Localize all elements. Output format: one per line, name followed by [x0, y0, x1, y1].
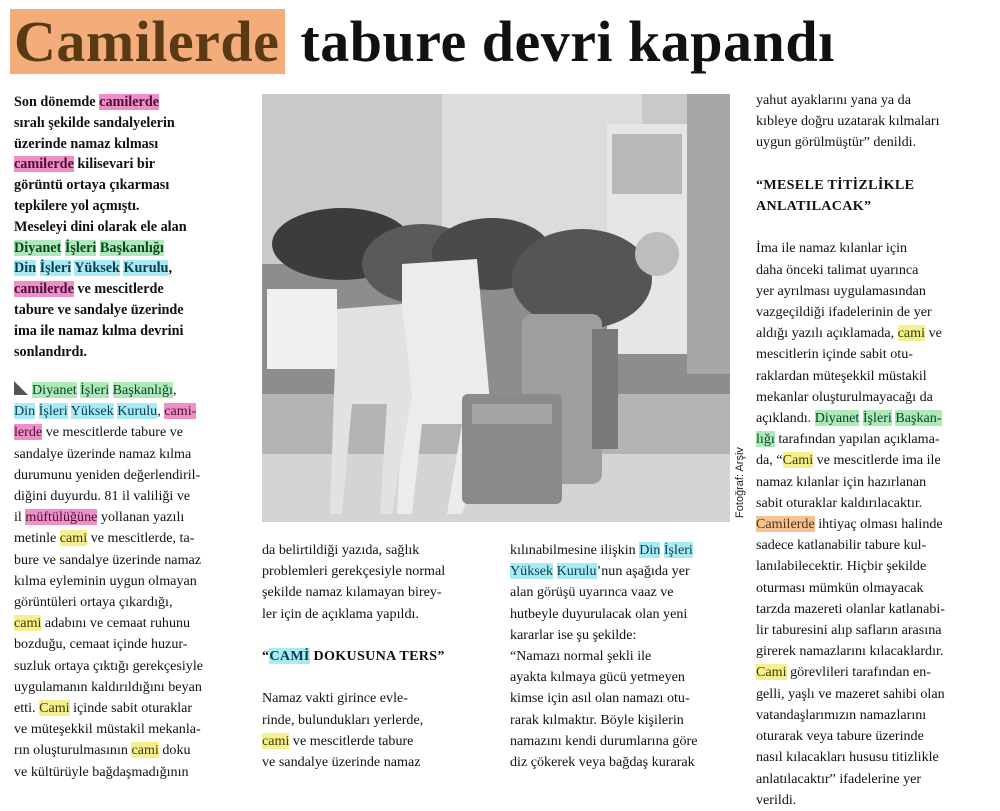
- text-segment: mekanlar oluşturulmayacağı da: [756, 388, 933, 405]
- text-segment: alan görüşü uyarınca vaaz ve: [510, 584, 674, 601]
- text-segment: sonlandırdı.: [14, 343, 87, 360]
- text-segment: ve mescitlerde tabure: [289, 732, 414, 749]
- text-segment: DOKUSUNA TERS”: [309, 648, 445, 665]
- text-line: [262, 688, 498, 709]
- highlighted-term: İşleri: [663, 542, 693, 558]
- highlighted-term: müftülüğüne: [25, 509, 98, 526]
- text-segment: ,: [157, 403, 165, 420]
- text-line: [14, 762, 250, 783]
- text-segment: yollanan yazılı: [97, 509, 185, 526]
- highlighted-term: Din: [14, 260, 37, 277]
- text-segment: sabit oturaklar kaldırılacaktır.: [756, 494, 923, 511]
- headline-rest: tabure devri kapandı: [300, 9, 835, 74]
- article-column-3: [510, 540, 744, 773]
- highlighted-term: Diyanet: [14, 239, 62, 256]
- photo-illustration: [262, 94, 730, 522]
- text-line: [756, 260, 988, 281]
- text-line: [756, 281, 988, 302]
- highlighted-term: İşleri: [80, 382, 110, 398]
- text-segment: sadece katlanabilir tabure kul-: [756, 537, 927, 554]
- text-line: [14, 444, 250, 465]
- text-line: [14, 698, 250, 719]
- highlighted-term: İşleri: [38, 403, 68, 420]
- text-line: [756, 556, 988, 577]
- text-segment: bozduğu, cemaat içinde huzur-: [14, 636, 188, 653]
- text-line: [756, 535, 988, 556]
- text-segment: ve mescitlerde: [73, 281, 164, 298]
- text-segment: girerek namazlarını kılacaklardır.: [756, 643, 944, 660]
- text-line: [756, 132, 988, 153]
- headline-highlight-word: Camilerde: [10, 9, 285, 74]
- text-segment: ,: [168, 260, 172, 277]
- text-line: [14, 279, 246, 300]
- text-line: [262, 604, 498, 625]
- text-segment: ayakta kılmaya gücü yetmeyen: [510, 669, 685, 686]
- text-line: [756, 705, 988, 726]
- text-line: [756, 217, 988, 238]
- text-segment: nasıl kılacakları hususu titizlikle: [756, 749, 939, 766]
- highlighted-term: lerde: [14, 424, 43, 441]
- text-line: [756, 111, 988, 132]
- text-line: [510, 646, 744, 667]
- text-line: [756, 747, 988, 768]
- text-segment: rinde, bulundukları yerlerde,: [262, 711, 424, 728]
- highlighted-term: CAMİ: [269, 648, 310, 665]
- text-segment: Namaz vakti girince evle-: [262, 690, 408, 707]
- text-line: [262, 710, 498, 731]
- text-line: [14, 486, 250, 507]
- text-segment: tarzda mazereti olanlar katlanabi-: [756, 600, 945, 617]
- text-line: [510, 561, 744, 582]
- text-line: [14, 740, 250, 761]
- text-segment: yer ayrılması uygulamasından: [756, 282, 926, 299]
- text-line: [756, 620, 988, 641]
- text-line: [756, 175, 988, 196]
- text-segment: içinde sabit oturaklar: [69, 700, 193, 717]
- text-line: [14, 300, 246, 321]
- headline: [10, 4, 995, 80]
- highlighted-term: Başkanlığı: [99, 239, 164, 256]
- text-segment: şekilde namaz kılamayan birey-: [262, 584, 442, 601]
- text-segment: da, “: [756, 452, 783, 469]
- text-line: [14, 321, 246, 342]
- text-line: [510, 667, 744, 688]
- text-segment: doku: [158, 742, 191, 759]
- text-segment: hutbeyle duyurulacak olan yeni: [510, 605, 688, 622]
- text-line: [14, 550, 250, 571]
- text-line: [14, 656, 250, 677]
- text-line: [756, 578, 988, 599]
- text-segment: görüntüleri ortaya çıkardığı,: [14, 594, 173, 611]
- highlighted-term: Kurulu: [123, 260, 169, 277]
- lead-paragraph: [14, 92, 246, 362]
- text-segment: kimse için asıl olan namazı otu-: [510, 690, 690, 707]
- text-line: [262, 752, 498, 773]
- text-line: [756, 323, 988, 344]
- text-segment: vatandaşlarımızın namazlarını: [756, 706, 927, 723]
- text-segment: kılınabilmesine ilişkin: [510, 542, 640, 558]
- text-segment: da belirtildiği yazıda, sağlık: [262, 542, 420, 558]
- highlighted-term: İşleri: [862, 410, 892, 427]
- highlighted-term: İşleri: [64, 239, 97, 256]
- highlighted-term: İşleri: [39, 260, 72, 277]
- highlighted-term: Diyanet: [32, 382, 77, 398]
- text-segment: yahut ayaklarını yana ya da: [756, 92, 911, 108]
- text-segment: ve müteşekkil müstakil mekanla-: [14, 721, 201, 738]
- text-segment: uygun görülmüştür” denildi.: [756, 134, 917, 151]
- paragraph-marker-icon: [14, 381, 28, 395]
- text-segment: raklardan müteşekkil müstakil: [756, 367, 927, 384]
- text-segment: tabure ve sandalye üzerinde: [14, 301, 184, 318]
- text-segment: diz çökerek veya bağdaş kurarak: [510, 754, 695, 771]
- text-line: [14, 258, 246, 279]
- text-segment: İma ile namaz kılanlar için: [756, 240, 908, 257]
- text-segment: sıralı şekilde sandalyelerin: [14, 114, 175, 131]
- text-line: [756, 90, 988, 111]
- text-segment: ve mescitlerde ima ile: [813, 452, 941, 469]
- text-line: [756, 472, 988, 493]
- highlighted-term: Din: [14, 403, 36, 420]
- text-line: [14, 238, 246, 259]
- highlighted-term: Cami: [756, 664, 787, 681]
- photo-credit-text: Fotoğraf: Arşiv: [734, 447, 746, 518]
- text-line: [14, 134, 246, 155]
- text-line: [14, 175, 246, 196]
- text-segment: görüntü ortaya çıkarması: [14, 177, 170, 194]
- text-segment: lir taburesini alıp safların arasına: [756, 622, 942, 639]
- text-segment: verildi.: [756, 791, 797, 808]
- highlighted-term: camilerde: [14, 156, 74, 173]
- text-segment: metinle: [14, 530, 60, 547]
- article-column-4: [756, 90, 988, 811]
- text-line: [262, 667, 498, 688]
- text-line: [756, 238, 988, 259]
- text-line: [262, 731, 498, 752]
- highlighted-term: Kurulu: [556, 563, 597, 580]
- text-segment: problemleri gerekçesiyle normal: [262, 563, 446, 580]
- text-segment: vazgeçildiği ifadelerinin de yer: [756, 304, 932, 321]
- text-segment: etti.: [14, 700, 40, 717]
- text-line: [756, 662, 988, 683]
- highlighted-term: Yüksek: [510, 563, 554, 580]
- text-line: [756, 154, 988, 175]
- text-line: [14, 422, 250, 443]
- text-segment: adabını ve cemaat ruhunu: [41, 615, 191, 632]
- text-segment: sandalye üzerinde namaz kılma: [14, 445, 192, 462]
- text-segment: rarak kılmaktır. Böyle kişilerin: [510, 711, 684, 728]
- text-segment: görevlileri tarafından en-: [786, 664, 931, 681]
- highlighted-term: cami: [131, 742, 159, 759]
- text-line: [14, 113, 246, 134]
- text-segment: Meseleyi dini olarak ele alan: [14, 218, 187, 235]
- text-segment: namazını kendi durumlarına göre: [510, 732, 698, 749]
- text-line: [14, 571, 250, 592]
- text-line: [510, 540, 744, 561]
- article-column-2: [262, 540, 498, 773]
- text-segment: tepkilere yol açmıştı.: [14, 197, 140, 214]
- highlighted-term: Camilerde: [756, 516, 815, 533]
- highlighted-term: cami: [14, 615, 42, 632]
- text-line: [756, 641, 988, 662]
- text-line: [756, 514, 988, 535]
- text-line: [14, 92, 246, 113]
- text-segment: durumunu yeniden değerlendiril-: [14, 466, 201, 483]
- text-line: [510, 710, 744, 731]
- text-segment: oturarak veya tabure üzerinde: [756, 728, 924, 745]
- text-segment: namaz kılanlar için hazırlanan: [756, 473, 927, 490]
- text-line: [14, 465, 250, 486]
- photo-credit: [732, 420, 746, 520]
- text-line: [14, 592, 250, 613]
- text-segment: suzluk ortaya çıktığı gerekçesiyle: [14, 657, 204, 674]
- text-line: [510, 752, 744, 773]
- highlighted-term: Yüksek: [70, 403, 114, 420]
- text-line: [756, 387, 988, 408]
- text-line: [756, 726, 988, 747]
- text-segment: bure ve sandalye üzerinde namaz: [14, 551, 202, 568]
- text-line: [756, 769, 988, 790]
- text-line: [14, 634, 250, 655]
- highlighted-term: camilerde: [14, 281, 74, 298]
- text-segment: ve: [925, 325, 942, 342]
- article-column-1: [14, 380, 250, 783]
- highlighted-term: Din: [639, 542, 661, 558]
- text-segment: ANLATILACAK”: [756, 198, 872, 215]
- text-line: [14, 528, 250, 549]
- text-segment: il: [14, 509, 26, 526]
- text-segment: kararlar ise şu şekilde:: [510, 626, 637, 643]
- text-segment: “: [262, 648, 270, 665]
- text-segment: “Namazı normal şekli ile: [510, 648, 652, 665]
- text-line: [262, 540, 498, 561]
- text-line: [14, 507, 250, 528]
- text-segment: ve mescitlerde tabure ve: [42, 424, 184, 441]
- text-segment: daha önceki talimat uyarınca: [756, 261, 919, 278]
- text-segment: kıbleye doğru uzatarak kılmaları: [756, 113, 940, 130]
- text-segment: gelli, yaşlı ve mazeret sahibi olan: [756, 685, 945, 702]
- highlighted-term: Kurulu: [117, 403, 158, 420]
- text-line: [756, 366, 988, 387]
- text-line: [510, 582, 744, 603]
- text-line: [14, 401, 250, 422]
- text-segment: diğini duyurdu. 81 il valiliği ve: [14, 488, 191, 505]
- text-segment: ima ile namaz kılma devrini: [14, 322, 184, 339]
- highlighted-term: lığı: [756, 431, 775, 448]
- text-line: [510, 688, 744, 709]
- text-line: [756, 302, 988, 323]
- text-line: [756, 429, 988, 450]
- highlighted-term: cami: [262, 732, 290, 749]
- text-segment: ihtiyaç olması halinde: [814, 516, 943, 533]
- text-segment: rın oluşturulmasının: [14, 742, 132, 759]
- text-segment: tarafından yapılan açıklama-: [774, 431, 940, 448]
- text-line: [756, 196, 988, 217]
- highlighted-term: Başkanlığı: [112, 382, 173, 398]
- text-segment: aldığı yazılı açıklamada,: [756, 325, 898, 342]
- text-line: [262, 561, 498, 582]
- text-line: [262, 625, 498, 646]
- text-segment: açıklandı.: [756, 410, 815, 427]
- highlighted-term: Yüksek: [74, 260, 120, 277]
- highlighted-term: camilerde: [99, 94, 160, 110]
- text-segment: uygulamanın kaldırıldığını beyan: [14, 678, 202, 695]
- text-line: [510, 731, 744, 752]
- text-line: [14, 342, 246, 363]
- text-segment: ler için de açıklama yapıldı.: [262, 605, 419, 622]
- news-photo: [262, 94, 730, 522]
- text-segment: kılma eyleminin uygun olmayan: [14, 572, 197, 589]
- text-segment: ve sandalye üzerinde namaz: [262, 754, 421, 771]
- text-line: [14, 677, 250, 698]
- text-line: [14, 196, 246, 217]
- text-line: [14, 217, 246, 238]
- text-line: [510, 604, 744, 625]
- text-segment: ,: [172, 382, 177, 398]
- text-segment: ve kültürüyle bağdaşmadığının: [14, 763, 189, 780]
- text-line: [756, 493, 988, 514]
- highlighted-term: Diyanet: [814, 410, 860, 427]
- text-line: [756, 408, 988, 429]
- text-line: [510, 625, 744, 646]
- text-segment: anlatılacaktır” ifadelerine yer: [756, 770, 922, 787]
- text-segment: kilisevari bir: [73, 156, 156, 173]
- text-line: [14, 380, 250, 401]
- text-line: [262, 582, 498, 603]
- highlighted-term: cami: [897, 325, 926, 342]
- highlighted-term: cami: [59, 530, 88, 547]
- highlighted-term: Cami: [782, 452, 814, 469]
- text-segment: mescitlerin içinde sabit otu-: [756, 346, 913, 363]
- highlighted-term: Başkan-: [895, 410, 942, 427]
- text-line: [262, 646, 498, 667]
- text-segment: lanılabilecektir. Hiçbir şekilde: [756, 558, 927, 575]
- text-segment: oturması mümkün olmayacak: [756, 579, 924, 596]
- text-line: [756, 790, 988, 811]
- text-segment: üzerinde namaz kılması: [14, 135, 159, 152]
- text-line: [756, 684, 988, 705]
- text-segment: ’nun aşağıda yer: [596, 563, 690, 580]
- text-segment: “MESELE TİTİZLİKLE: [756, 176, 915, 193]
- text-line: [14, 613, 250, 634]
- text-segment: ve mescitlerde, ta-: [87, 530, 195, 547]
- text-line: [756, 599, 988, 620]
- text-line: [14, 154, 246, 175]
- text-line: [756, 450, 988, 471]
- highlighted-term: cami-: [164, 403, 197, 420]
- highlighted-term: Cami: [39, 700, 70, 717]
- text-line: [756, 344, 988, 365]
- text-line: [14, 719, 250, 740]
- text-segment: Son dönemde: [14, 94, 100, 110]
